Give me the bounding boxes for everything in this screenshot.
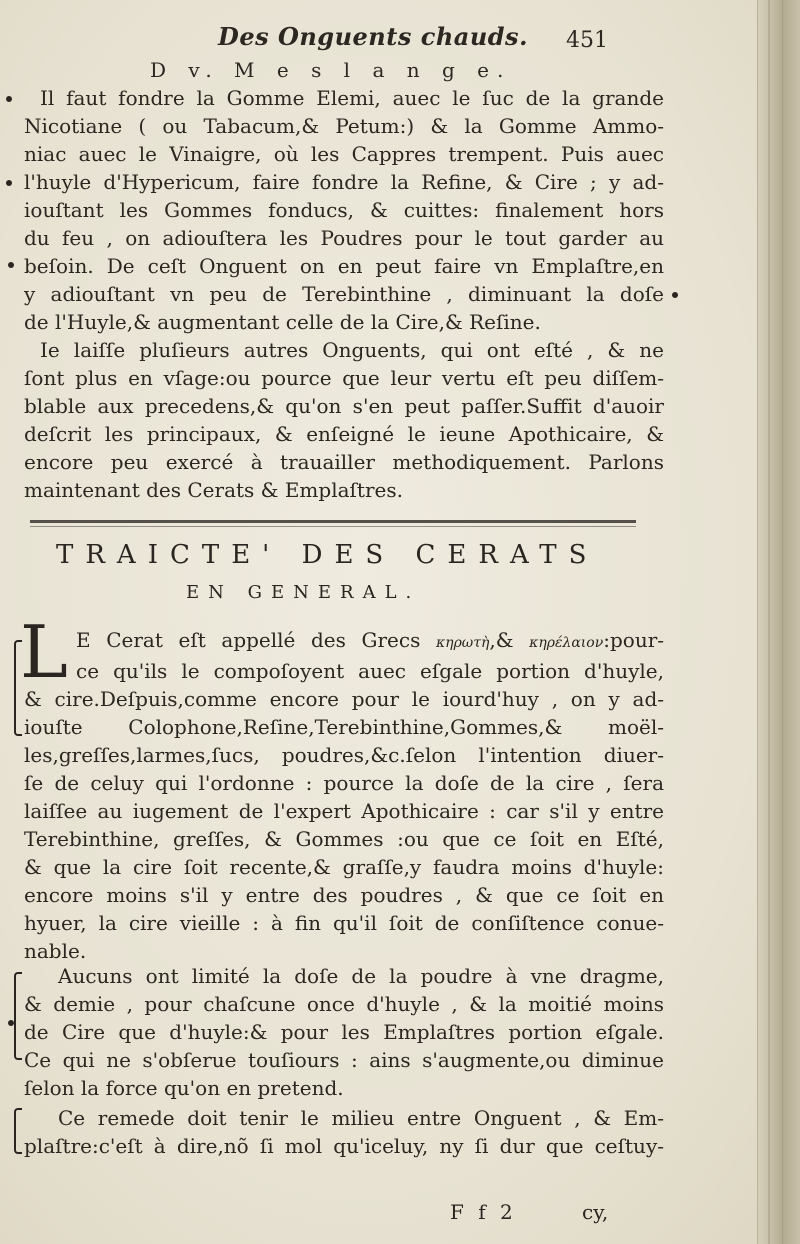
- text-line: laiſſee au iugement de l'expert Apothicaire : car s'il y entre: [24, 799, 664, 823]
- text-line: Il faut fondre la Gomme Elemi, auec le ſuc de la grande: [40, 86, 664, 110]
- text-line: plaſtre:c'eſt à dire,nõ ſi mol qu'iceluy, ny ſi dur que ceſtuy-: [24, 1134, 664, 1158]
- text-line: iouſte Colophone,Reſine,Terebinthine,Gommes,& moël-: [24, 715, 664, 739]
- paragraph-2: [24, 336, 664, 504]
- ink-mark: [8, 1020, 14, 1026]
- text-line: deſcrit les principaux, & enſeigné le ieune Apothicaire, &: [24, 422, 664, 446]
- text-line: encore moins s'il y entre des poudres , & que ce ſoit en: [24, 883, 664, 907]
- catchword: cy,: [582, 1200, 609, 1224]
- text-fragment: E Cerat eſt appellé des Grecs: [76, 628, 421, 652]
- page-number: 451: [566, 28, 608, 53]
- text-line: blable aux precedens,& qu'on s'en peut paſſer.Suffit d'auoir: [24, 394, 664, 418]
- running-head: [0, 22, 700, 58]
- page-edge: [757, 0, 800, 1244]
- ink-mark: [8, 262, 14, 268]
- drop-cap: L: [20, 610, 68, 694]
- section-heading: D v. M e s l a n g e.: [150, 58, 512, 82]
- text-line: Nicotiane ( ou Tabacum,& Petum:) & la Gomme Ammo-: [24, 114, 664, 138]
- text-fragment: ,&: [489, 628, 514, 652]
- text-fragment: :pour-: [603, 628, 665, 652]
- text-line: beſoin. De ceſt Onguent on en peut faire vn Emplaſtre,en: [24, 254, 664, 278]
- text-line: Aucuns ont limité la doſe de la poudre à vne dragme,: [58, 964, 664, 988]
- paragraph-3: [24, 626, 664, 965]
- text-line: & que la cire ſoit recente,& graſſe,y faudra moins d'huyle:: [24, 855, 664, 879]
- text-line: ſe de celuy qui l'ordonne : pource la doſe de la cire , ſera: [24, 771, 664, 795]
- ink-mark: [6, 180, 12, 186]
- ink-mark: [6, 96, 12, 102]
- text-line: les,greſſes,larmes,ſucs, poudres,&c.ſelon l'intention diuer-: [24, 743, 664, 767]
- text-line: & demie , pour chaſcune once d'huyle , & la moitié moins: [24, 992, 664, 1016]
- text-line: iouſtant les Gommes fonducs, & cuittes: finalement hors: [24, 198, 664, 222]
- margin-bracket: [14, 640, 22, 736]
- paragraph-4: [24, 962, 664, 1102]
- section-subtitle: EN GENERAL.: [186, 582, 421, 603]
- text-line: de l'Huyle,& augmentant celle de la Cire,& Reſine.: [24, 310, 541, 334]
- text-line: Terebinthine, greſſes, & Gommes :ou que ce ſoit en Eſté,: [24, 827, 664, 851]
- text-line: y adiouſtant vn peu de Terebinthine , diminuant la doſe: [24, 282, 664, 306]
- paragraph-5: [24, 1104, 664, 1160]
- text-line: Ce remede doit tenir le milieu entre Onguent , & Em-: [58, 1106, 664, 1130]
- text-line: ſont plus en vſage:ou pource que leur vertu eſt peu diſſem-: [24, 366, 664, 390]
- margin-bracket: [14, 972, 22, 1060]
- text-line: de Cire que d'huyle:& pour les Emplaſtres portion eſgale.: [24, 1020, 664, 1044]
- text-line: encore peu exercé à trauailler methodiquement. Parlons: [24, 450, 664, 474]
- paragraph-1: [24, 84, 664, 336]
- section-title: TRAICTE' DES CERATS: [56, 540, 599, 570]
- margin-bracket: [14, 1108, 22, 1154]
- text-line: Ie laiſſe pluſieurs autres Onguents, qui ont eſté , & ne: [40, 338, 664, 362]
- text-line: l'huyle d'Hypericum, faire fondre la Refine, & Cire ; y ad-: [24, 170, 664, 194]
- text-line: ce qu'ils le compoſoyent auec eſgale portion d'huyle,: [76, 659, 664, 683]
- greek-word: κηρέλαιον: [529, 635, 604, 651]
- text-line: hyuer, la cire vieille : à fin qu'il ſoit de conſiſtence conue-: [24, 911, 664, 935]
- greek-word: κηρωτὴ: [436, 635, 490, 651]
- text-line: [24, 626, 664, 657]
- page-footer: [0, 1200, 680, 1230]
- section-rule-thin: [30, 526, 636, 527]
- running-title: Des Onguents chauds.: [218, 22, 528, 51]
- text-line: nable.: [24, 939, 87, 963]
- text-line: du feu , on adiouſtera les Poudres pour le tout garder au: [24, 226, 664, 250]
- ink-mark: [672, 292, 678, 298]
- section-rule: [30, 520, 636, 523]
- text-line: & cire.Deſpuis,comme encore pour le iourd'huy , on y ad-: [24, 687, 664, 711]
- signature-mark: F f 2: [450, 1200, 517, 1224]
- text-line: maintenant des Cerats & Emplaſtres.: [24, 478, 403, 502]
- text-line: niac auec le Vinaigre, où les Cappres trempent. Puis auec: [24, 142, 664, 166]
- text-line: Ce qui ne s'obſerue touſiours : ains s'augmente,ou diminue: [24, 1048, 664, 1072]
- text-line: ſelon la force qu'on en pretend.: [24, 1076, 344, 1100]
